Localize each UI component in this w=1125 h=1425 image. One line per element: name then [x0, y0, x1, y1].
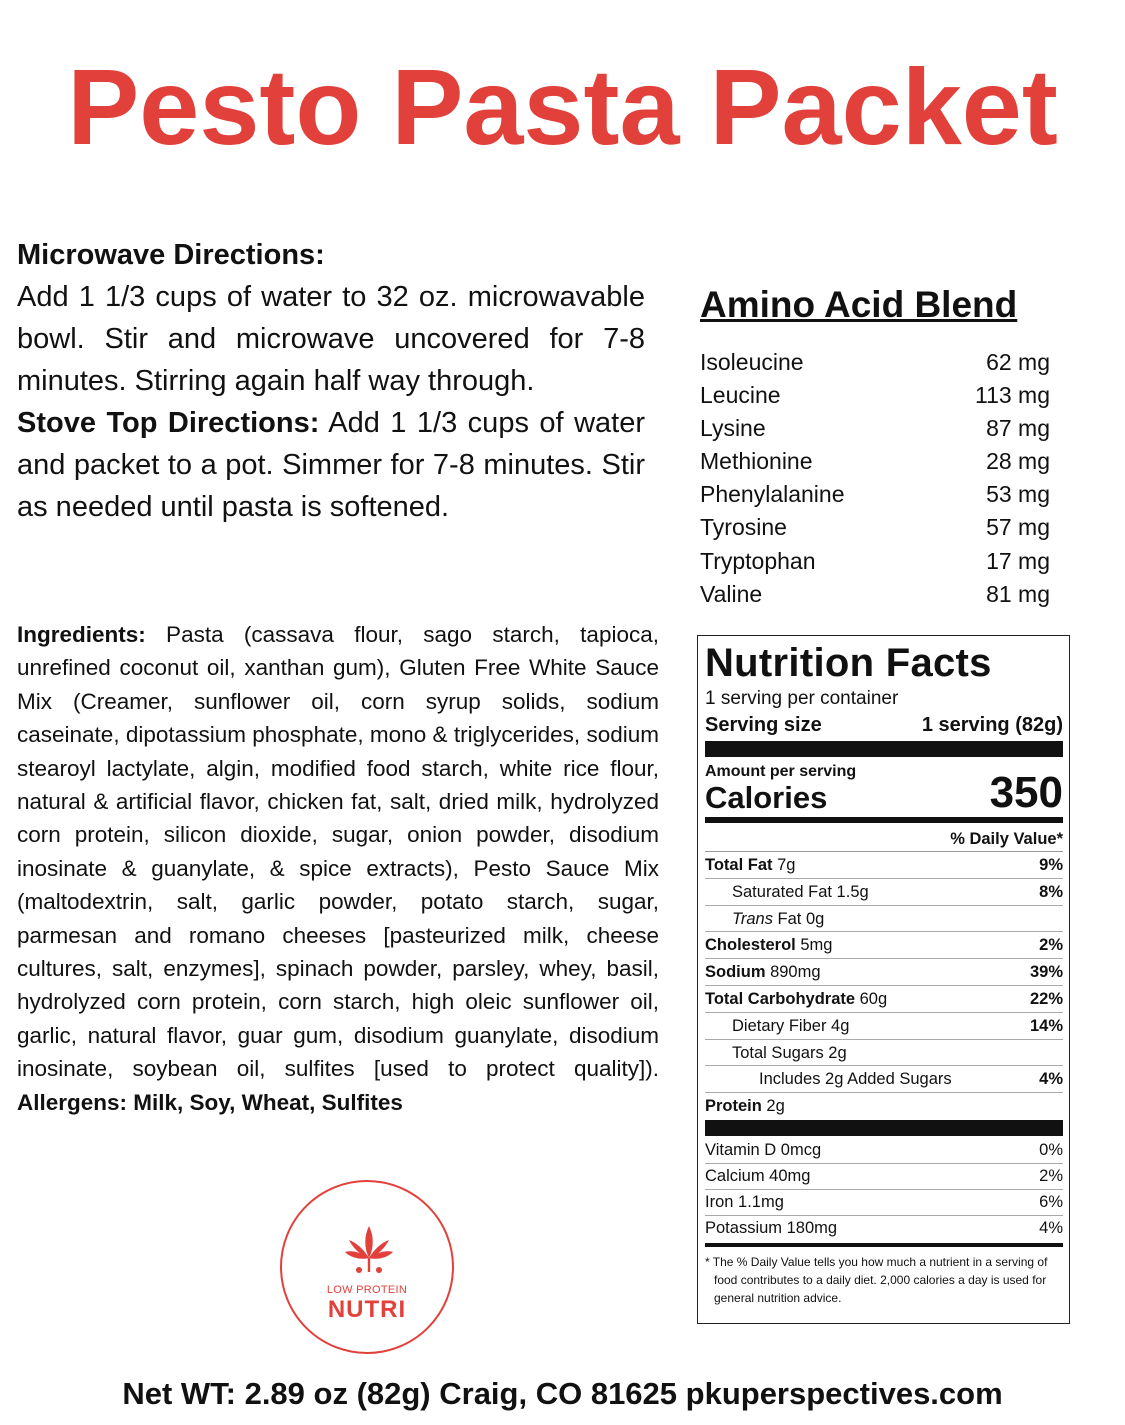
- calories-label: Calories: [705, 780, 828, 815]
- nutrient-row: [705, 1093, 1063, 1120]
- amino-row: [700, 445, 1050, 478]
- nutrient-pct: 14%: [1029, 1016, 1063, 1035]
- nutrient-row: [705, 1040, 1063, 1067]
- product-title: Pesto Pasta Packet: [67, 46, 1058, 167]
- vitamin-pct: 0%: [1039, 1140, 1063, 1159]
- nutrient-amount: 60g: [855, 989, 888, 1008]
- amino-amount: 62 mg: [986, 349, 1050, 375]
- nutrient-label: Includes 2g Added Sugars: [759, 1070, 952, 1089]
- amino-row: [700, 478, 1050, 511]
- leaf-icon: [339, 1222, 399, 1282]
- amino-row: [700, 379, 1050, 412]
- allergens: Allergens: Milk, Soy, Wheat, Sulfites: [17, 1089, 403, 1115]
- logo-big-text: NUTRI: [327, 1296, 407, 1323]
- amino-title: Amino Acid Blend: [700, 284, 1018, 325]
- nutrient-pct: 8%: [1039, 882, 1063, 901]
- nutrient-label: Total Fat: [705, 856, 773, 874]
- nutrition-facts-panel: [697, 635, 1070, 1324]
- nutrient-amount: 890mg: [765, 963, 821, 982]
- calories-value: 350: [989, 768, 1063, 817]
- nutrient-pct: 9%: [1039, 856, 1063, 874]
- microwave-text: Add 1 1/3 cups of water to 32 oz. microwavable bowl. Stir and microwave uncovered for 7-8 minutes. Stirring again half way through.: [17, 281, 645, 397]
- amino-name: Valine: [700, 580, 763, 607]
- nutrient-row: [705, 1013, 1063, 1040]
- amino-name: Methionine: [700, 448, 813, 475]
- nutrient-amount: 7g: [772, 856, 796, 874]
- amino-name: Phenylalanine: [700, 481, 845, 508]
- stove-heading: Stove Top Directions:: [17, 407, 320, 439]
- nutrient-label: Dietary Fiber 4g: [732, 1016, 850, 1035]
- serving-size: [705, 711, 1063, 739]
- ingredients: [17, 618, 659, 1119]
- amino-acid-blend: [700, 284, 1050, 611]
- daily-value-footnote: * The % Daily Value tells you how much a nutrient in a serving of food contributes to a daily diet. 2,000 calories a day is used for general nutrition advice.: [705, 1254, 1048, 1305]
- logo-small-text: LOW PROTEIN: [326, 1284, 408, 1296]
- nutrient-amount: 5mg: [795, 936, 833, 955]
- amino-amount: 113 mg: [974, 382, 1050, 409]
- divider-medium: [705, 817, 1063, 823]
- microwave-heading: Microwave Directions:: [17, 239, 325, 271]
- vitamin-pct: 4%: [1039, 1218, 1063, 1237]
- amino-amount: 17 mg: [986, 547, 1050, 574]
- brand-logo: [280, 1180, 454, 1354]
- nutrient-row: [705, 959, 1063, 986]
- vitamin-row: [705, 1164, 1063, 1190]
- amino-name: Lysine: [700, 415, 766, 442]
- nutrient-row: [705, 906, 1063, 933]
- nutrient-row: [705, 852, 1063, 879]
- amino-amount: 53 mg: [986, 481, 1050, 508]
- nutrition-facts-title: Nutrition Facts: [705, 641, 992, 685]
- vitamin-label: Vitamin D 0mcg: [705, 1140, 822, 1159]
- vitamin-pct: 6%: [1039, 1192, 1063, 1211]
- nutrient-row: [705, 986, 1063, 1013]
- stove-directions: [17, 402, 645, 528]
- nutrient-pct: 39%: [1029, 963, 1063, 982]
- nutrient-label: Protein: [705, 1097, 762, 1116]
- stove-text: Add 1 1/3 cups of water and packet to a pot. Simmer for 7-8 minutes. Stir as needed until pasta is softened.: [17, 407, 645, 523]
- footer-net-weight: Net WT: 2.89 oz (82g) Craig, CO 81625 pkuperspectives.com: [122, 1376, 1003, 1411]
- directions: [17, 234, 645, 528]
- nutrient-pct: 4%: [1039, 1070, 1063, 1089]
- ingredients-text: Pasta (cassava flour, sago starch, tapioca, unrefined coconut oil, xanthan gum), Gluten Free White Sauce Mix (Creamer, sunflower oil, corn syrup solids, sodium caseinate, dipotassium phosphate, mono & triglycerides, sodium stearoyl lactylate, algin, modified food starch, white rice flour, natural & artificial flavor, chicken fat, salt, dried milk, hydrolyzed corn protein, silicon dioxide, sugar, onion powder, disodium inosinate & guanylate, & spice extracts), Pesto Sauce Mix (maltodextrin, salt, garlic powder, potato starch, sugar, parmesan and romano cheeses [pasteurized milk, cheese cultures, salt, enzymes], spinach powder, parsley, whey, basil, hydrolyzed corn protein, corn starch, high oleic sunflower oil, garlic, natural flavor, guar gum, disodium guanylate, disodium inosinate, soybean oil, sulfites [used to protect quality]).: [17, 622, 659, 1082]
- amino-amount: 81 mg: [986, 580, 1050, 607]
- divider-thick: [705, 741, 1063, 757]
- amino-row: [700, 412, 1050, 445]
- ingredients-label: Ingredients:: [17, 622, 146, 647]
- amino-name: Tryptophan: [700, 547, 816, 574]
- amino-name: Isoleucine: [700, 349, 804, 375]
- nutrient-amount: 2g: [761, 1097, 785, 1116]
- amino-row: [700, 346, 1050, 379]
- amount-per-serving: Amount per serving: [705, 763, 857, 780]
- nutrient-amount: Fat 0g: [772, 909, 825, 928]
- nutrient-label: Total Carbohydrate: [705, 989, 856, 1008]
- amino-amount: 87 mg: [986, 415, 1050, 442]
- amino-amount: 57 mg: [986, 514, 1050, 541]
- nutrient-pct: 2%: [1039, 936, 1063, 955]
- amino-row: [700, 545, 1050, 578]
- vitamin-row: [705, 1190, 1063, 1216]
- nutrient-label: Cholesterol: [705, 936, 796, 955]
- vitamin-label: Iron 1.1mg: [705, 1192, 784, 1211]
- servings-per-container: 1 serving per container: [705, 688, 899, 709]
- nutrient-label: Saturated Fat 1.5g: [732, 882, 869, 901]
- amino-name: Tyrosine: [700, 514, 787, 541]
- amino-row: [700, 511, 1050, 544]
- nutrient-label: Sodium: [705, 963, 766, 982]
- vitamin-label: Calcium 40mg: [705, 1166, 811, 1185]
- nutrient-row: [705, 1066, 1063, 1093]
- nutrient-label: Trans: [732, 909, 773, 928]
- vitamin-label: Potassium 180mg: [705, 1218, 838, 1237]
- divider-medium: [705, 1243, 1063, 1247]
- vitamin-pct: 2%: [1039, 1166, 1063, 1185]
- amino-amount: 28 mg: [986, 448, 1050, 475]
- nutrient-pct: 22%: [1029, 989, 1063, 1008]
- divider-thick: [705, 1120, 1063, 1136]
- vitamin-row: [705, 1138, 1063, 1164]
- serving-size-label: Serving size: [705, 714, 822, 736]
- amino-row: [700, 578, 1050, 611]
- nutrient-label: Total Sugars 2g: [732, 1043, 847, 1062]
- serving-size-value: 1 serving (82g): [921, 714, 1063, 736]
- nutrient-row: [705, 879, 1063, 906]
- amino-name: Leucine: [700, 382, 781, 409]
- daily-value-header: % Daily Value*: [705, 827, 1063, 852]
- vitamin-row: [705, 1216, 1063, 1242]
- nutrient-row: [705, 932, 1063, 959]
